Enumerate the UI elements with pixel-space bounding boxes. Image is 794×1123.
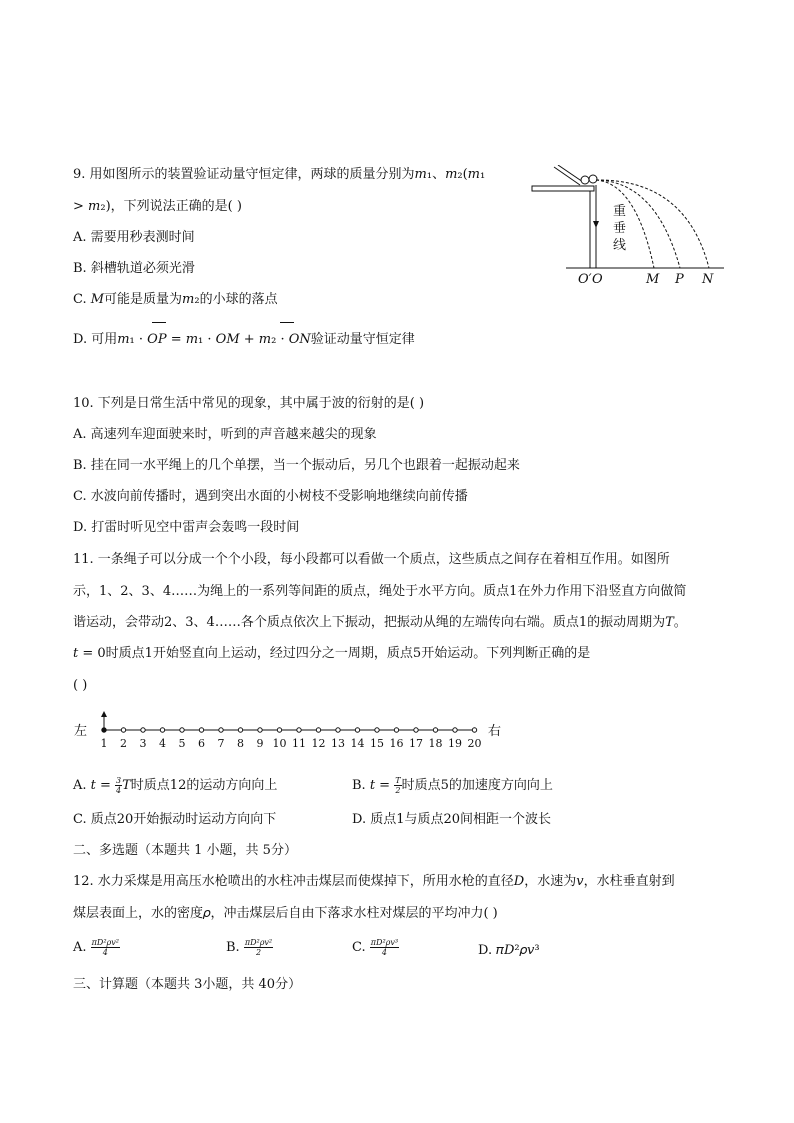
q11-option-b [352, 776, 553, 795]
rope-points [101, 728, 482, 750]
q9-option-c: C. 𝑀可能是质量为𝑚₂的小球的落点 [73, 292, 278, 307]
rope-point-8 [238, 728, 242, 732]
q11-stem-line4: 𝑡 = 0时质点1开始竖直向上运动，经过四分之一周期，质点5开始运动。下列判断正确的是 [73, 646, 591, 661]
rope-point-label-5: 5 [178, 737, 186, 750]
rope-point-5 [180, 728, 184, 732]
q12-option-b [226, 938, 273, 957]
rope-point-7 [219, 728, 223, 732]
q11-option-a-fraction: $\frac{3}{4}$ [116, 776, 122, 795]
q12-option-b-label: B. [226, 940, 240, 955]
q11-option-b-text: 时质点5的加速度方向向上 [401, 778, 553, 793]
rope-point-label-17: 17 [409, 737, 423, 750]
section-3-heading: 三、计算题（本题共 3小题，共 40分） [73, 977, 302, 992]
q11-stem-line2: 示，1、2、3、4……为绳上的一系列等间距的质点，绳处于水平方向。质点1在外力作用下沿竖直方向做简 [73, 584, 687, 599]
rope-point-label-7: 7 [217, 737, 225, 750]
rope-point-label-8: 8 [237, 737, 244, 750]
q11-option-b-prefix: B. 𝑡 = [352, 778, 391, 793]
q9-stem-line2: > 𝑚₂)，下列说法正确的是( ) [73, 199, 242, 214]
q11-option-d: D. 质点1与质点20间相距一个波长 [352, 812, 552, 827]
up-arrow-icon [101, 711, 107, 717]
q9-stem-line1: 9. 用如图所示的装置验证动量守恒定律，两球的质量分别为𝑚₁、𝑚₂(𝑚₁ [73, 167, 486, 182]
point-label-o-prime: O′ [578, 272, 592, 287]
section-2-heading: 二、多选题（本题共 1 小题，共 5分） [73, 843, 297, 858]
q12-stem-line1: 12. 水力采煤是用高压水枪喷出的水柱冲击煤层而使煤掉下，所用水枪的直径𝐷，水速为𝑣，水柱垂直射到 [73, 874, 675, 889]
q9-option-d: D. 可用𝑚₁ · 𝑂𝑃 = 𝑚₁ · 𝑂𝑀 + 𝑚₂ · 𝑂𝑁验证动量守恒定律 [73, 332, 415, 347]
rope-point-20 [472, 728, 476, 732]
overbar-op [152, 322, 166, 323]
q12-option-c-fraction: $\frac{\text{πD²ρv³}}{4}$ [370, 938, 399, 957]
table-top [532, 186, 594, 191]
q12-option-c-label: C. [352, 940, 366, 955]
rope-point-label-3: 3 [139, 737, 147, 750]
rope-point-label-2: 2 [120, 737, 127, 750]
rope-point-10 [277, 728, 281, 732]
q9-apparatus-figure [528, 165, 728, 290]
q12-option-b-fraction: $\frac{\text{πD²ρv²}}{2}$ [244, 938, 273, 957]
rope-point-14 [355, 728, 359, 732]
rope-point-label-16: 16 [389, 737, 404, 750]
rope-point-label-10: 10 [272, 737, 287, 750]
rope-left-label: 左 [74, 724, 88, 739]
trajectory-p [596, 180, 680, 268]
rope-point-19 [453, 728, 457, 732]
q12-option-c [352, 938, 399, 957]
rope-point-3 [141, 728, 145, 732]
point-label-m: M [646, 272, 660, 287]
rope-point-15 [375, 728, 379, 732]
rope-point-18 [433, 728, 437, 732]
q10-stem: 10. 下列是日常生活中常见的现象，其中属于波的衍射的是( ) [73, 396, 425, 411]
rope-point-12 [316, 728, 320, 732]
point-label-n: N [702, 272, 714, 287]
rope-point-4 [160, 728, 164, 732]
ball-m1 [581, 176, 589, 184]
rope-point-label-20: 20 [467, 737, 482, 750]
q12-option-d: D. 𝜋𝐷²𝜌𝑣³ [478, 943, 540, 958]
q9-option-a: A. 需要用秒表测时间 [73, 230, 195, 245]
rope-point-label-11: 11 [292, 737, 306, 750]
q12-option-a [73, 938, 120, 957]
rope-point-label-19: 19 [448, 737, 462, 750]
q11-option-a-prefix: A. 𝑡 = [73, 778, 111, 793]
overbar-on [280, 322, 294, 323]
rope-point-label-1: 1 [100, 737, 108, 750]
q11-option-a-text: 𝑇时质点12的运动方向向上 [122, 778, 278, 793]
rope-point-6 [199, 728, 203, 732]
rope-point-label-13: 13 [331, 737, 345, 750]
q10-option-a: A. 高速列车迎面驶来时，听到的声音越来越尖的现象 [73, 427, 377, 442]
ball-m2 [589, 175, 597, 183]
q11-answer-paren: ( ) [73, 678, 88, 693]
plumb-label-3: 线 [613, 238, 627, 253]
rope-point-17 [414, 728, 418, 732]
q10-option-c: C. 水波向前传播时，遇到突出水面的小树枝不受影响地继续向前传播 [73, 489, 468, 504]
rope-point-16 [394, 728, 398, 732]
plumb-label-2: 垂 [613, 221, 627, 236]
q9-option-b: B. 斜槽轨道必须光滑 [73, 261, 195, 276]
rope-point-label-6: 6 [198, 737, 205, 750]
point-label-p: P [675, 272, 684, 287]
plumb-label-1: 重 [613, 204, 627, 219]
rope-point-label-14: 14 [350, 737, 365, 750]
rope-point-label-12: 12 [311, 737, 326, 750]
rope-point-label-18: 18 [428, 737, 443, 750]
point-label-o: O [592, 272, 603, 287]
q11-stem-line3: 谐运动，会带动2、3、4……各个质点依次上下振动，把振动从绳的左端传向右端。质点1的振动周期为𝑇。 [73, 615, 687, 630]
rope-point-13 [336, 728, 340, 732]
q10-option-b: B. 挂在同一水平绳上的几个单摆，当一个振动后，另几个也跟着一起振动起来 [73, 458, 520, 473]
rope-point-2 [121, 728, 125, 732]
q11-option-c: C. 质点20开始振动时运动方向向下 [73, 812, 277, 827]
q10-option-d: D. 打雷时听见空中雷声会轰鸣一段时间 [73, 520, 300, 535]
q11-stem-line1: 11. 一条绳子可以分成一个个小段，每小段都可以看做一个质点，这些质点之间存在着相互作用。如图所 [73, 552, 670, 567]
down-arrow-icon [593, 221, 599, 228]
q12-stem-line2: 煤层表面上，水的密度𝜌，冲击煤层后自由下落求水柱对煤层的平均冲力( ) [73, 906, 498, 921]
q11-option-b-fraction: $\frac{\text{𝑇}}{2}$ [395, 776, 401, 795]
rope-point-9 [258, 728, 262, 732]
q11-rope-figure [70, 710, 510, 752]
incline-track [554, 167, 580, 185]
rope-right-label: 右 [488, 724, 502, 739]
rope-point-11 [297, 728, 301, 732]
q11-option-a [73, 776, 277, 795]
rope-point-label-9: 9 [256, 737, 264, 750]
rope-point-label-4: 4 [159, 737, 166, 750]
rope-point-1 [102, 728, 106, 732]
q12-option-a-fraction: $\frac{\text{πD²ρv²}}{4}$ [91, 938, 119, 957]
rope-point-label-15: 15 [370, 737, 384, 750]
q12-option-a-label: A. [73, 940, 87, 955]
